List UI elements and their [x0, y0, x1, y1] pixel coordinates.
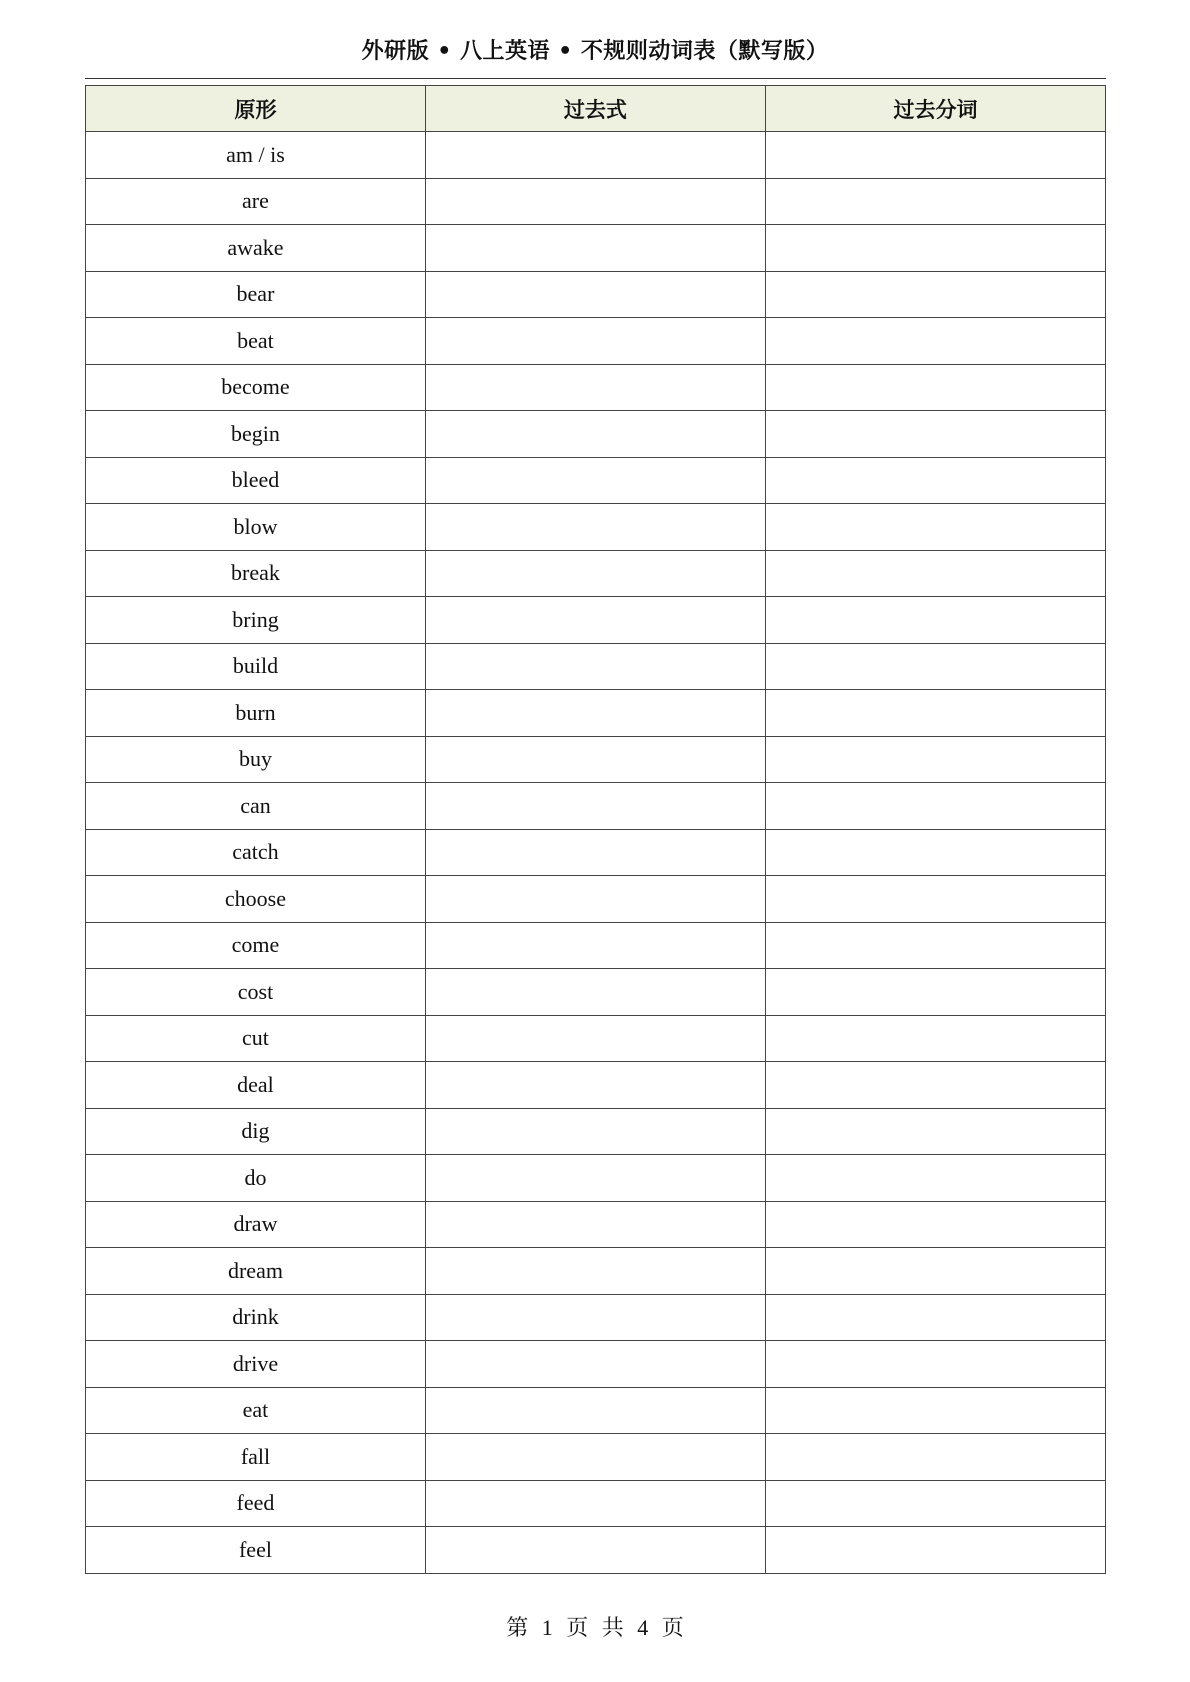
- past-participle-blank[interactable]: [765, 922, 1105, 969]
- past-participle-blank[interactable]: [765, 504, 1105, 551]
- past-participle-blank[interactable]: [765, 597, 1105, 644]
- header-base-form: 原形: [86, 86, 426, 132]
- past-participle-blank[interactable]: [765, 132, 1105, 179]
- past-participle-blank[interactable]: [765, 643, 1105, 690]
- table-row: [86, 829, 1106, 876]
- past-participle-blank[interactable]: [765, 271, 1105, 318]
- base-form-cell: fall: [86, 1434, 426, 1481]
- past-tense-blank[interactable]: [425, 225, 765, 272]
- base-form-cell: bring: [86, 597, 426, 644]
- table-row: [86, 225, 1106, 272]
- past-participle-blank[interactable]: [765, 1341, 1105, 1388]
- base-form-cell: become: [86, 364, 426, 411]
- past-participle-blank[interactable]: [765, 736, 1105, 783]
- base-form-cell: feel: [86, 1527, 426, 1574]
- base-form-cell: blow: [86, 504, 426, 551]
- base-form-cell: catch: [86, 829, 426, 876]
- base-form-cell: build: [86, 643, 426, 690]
- base-form-cell: burn: [86, 690, 426, 737]
- table-row: [86, 1434, 1106, 1481]
- past-tense-blank[interactable]: [425, 271, 765, 318]
- table-row: [86, 364, 1106, 411]
- past-participle-blank[interactable]: [765, 1201, 1105, 1248]
- past-tense-blank[interactable]: [425, 504, 765, 551]
- past-tense-blank[interactable]: [425, 736, 765, 783]
- past-tense-blank[interactable]: [425, 132, 765, 179]
- past-participle-blank[interactable]: [765, 1434, 1105, 1481]
- past-tense-blank[interactable]: [425, 1434, 765, 1481]
- past-tense-blank[interactable]: [425, 318, 765, 365]
- title-divider: [85, 78, 1106, 79]
- past-participle-blank[interactable]: [765, 457, 1105, 504]
- table-row: [86, 876, 1106, 923]
- base-form-cell: are: [86, 178, 426, 225]
- past-tense-blank[interactable]: [425, 1480, 765, 1527]
- base-form-cell: dream: [86, 1248, 426, 1295]
- past-participle-blank[interactable]: [765, 225, 1105, 272]
- past-participle-blank[interactable]: [765, 1387, 1105, 1434]
- past-tense-blank[interactable]: [425, 1015, 765, 1062]
- past-tense-blank[interactable]: [425, 457, 765, 504]
- table-row: [86, 1062, 1106, 1109]
- table-row: [86, 783, 1106, 830]
- base-form-cell: begin: [86, 411, 426, 458]
- base-form-cell: draw: [86, 1201, 426, 1248]
- past-tense-blank[interactable]: [425, 1387, 765, 1434]
- past-participle-blank[interactable]: [765, 1480, 1105, 1527]
- base-form-cell: drive: [86, 1341, 426, 1388]
- base-form-cell: dig: [86, 1108, 426, 1155]
- header-past-participle: 过去分词: [765, 86, 1105, 132]
- past-tense-blank[interactable]: [425, 1248, 765, 1295]
- past-participle-blank[interactable]: [765, 1248, 1105, 1295]
- header-past-tense: 过去式: [425, 86, 765, 132]
- table-row: [86, 597, 1106, 644]
- base-form-cell: eat: [86, 1387, 426, 1434]
- base-form-cell: break: [86, 550, 426, 597]
- past-tense-blank[interactable]: [425, 1062, 765, 1109]
- table-row: [86, 922, 1106, 969]
- past-tense-blank[interactable]: [425, 411, 765, 458]
- base-form-cell: buy: [86, 736, 426, 783]
- past-participle-blank[interactable]: [765, 1062, 1105, 1109]
- past-participle-blank[interactable]: [765, 1155, 1105, 1202]
- past-participle-blank[interactable]: [765, 969, 1105, 1016]
- past-tense-blank[interactable]: [425, 1341, 765, 1388]
- table-header-row: [86, 86, 1106, 132]
- table-row: [86, 318, 1106, 365]
- table-row: [86, 178, 1106, 225]
- base-form-cell: deal: [86, 1062, 426, 1109]
- table-row: [86, 969, 1106, 1016]
- table-row: [86, 1527, 1106, 1574]
- base-form-cell: cut: [86, 1015, 426, 1062]
- table-row: [86, 690, 1106, 737]
- past-tense-blank[interactable]: [425, 1527, 765, 1574]
- past-participle-blank[interactable]: [765, 318, 1105, 365]
- table-row: [86, 1015, 1106, 1062]
- past-tense-blank[interactable]: [425, 922, 765, 969]
- past-tense-blank[interactable]: [425, 1155, 765, 1202]
- table-row: [86, 643, 1106, 690]
- page-number: 第 1 页 共 4 页: [506, 1615, 684, 1640]
- base-form-cell: bear: [86, 271, 426, 318]
- table-row: [86, 1155, 1106, 1202]
- base-form-cell: do: [86, 1155, 426, 1202]
- past-tense-blank[interactable]: [425, 643, 765, 690]
- past-participle-blank[interactable]: [765, 1294, 1105, 1341]
- table-row: [86, 271, 1106, 318]
- base-form-cell: awake: [86, 225, 426, 272]
- past-participle-blank[interactable]: [765, 1108, 1105, 1155]
- base-form-cell: choose: [86, 876, 426, 923]
- past-tense-blank[interactable]: [425, 1294, 765, 1341]
- past-tense-blank[interactable]: [425, 1108, 765, 1155]
- table-row: [86, 1248, 1106, 1295]
- base-form-cell: bleed: [86, 457, 426, 504]
- past-tense-blank[interactable]: [425, 690, 765, 737]
- table-row: [86, 1201, 1106, 1248]
- past-tense-blank[interactable]: [425, 783, 765, 830]
- page-title: 外研版 • 八上英语 • 不规则动词表（默写版）: [361, 39, 829, 64]
- table-row: [86, 736, 1106, 783]
- table-row: [86, 1108, 1106, 1155]
- past-tense-blank[interactable]: [425, 178, 765, 225]
- table-row: [86, 1387, 1106, 1434]
- past-participle-blank[interactable]: [765, 1015, 1105, 1062]
- table-row: [86, 1294, 1106, 1341]
- past-tense-blank[interactable]: [425, 969, 765, 1016]
- past-participle-blank[interactable]: [765, 550, 1105, 597]
- base-form-cell: beat: [86, 318, 426, 365]
- table-row: [86, 411, 1106, 458]
- irregular-verb-table: [85, 85, 1106, 1574]
- base-form-cell: cost: [86, 969, 426, 1016]
- past-participle-blank[interactable]: [765, 876, 1105, 923]
- past-participle-blank[interactable]: [765, 364, 1105, 411]
- table-row: [86, 550, 1106, 597]
- table-row: [86, 457, 1106, 504]
- past-participle-blank[interactable]: [765, 411, 1105, 458]
- past-participle-blank[interactable]: [765, 783, 1105, 830]
- past-tense-blank[interactable]: [425, 364, 765, 411]
- past-participle-blank[interactable]: [765, 690, 1105, 737]
- table-row: [86, 132, 1106, 179]
- past-tense-blank[interactable]: [425, 550, 765, 597]
- past-tense-blank[interactable]: [425, 829, 765, 876]
- past-participle-blank[interactable]: [765, 178, 1105, 225]
- table-row: [86, 504, 1106, 551]
- base-form-cell: come: [86, 922, 426, 969]
- past-participle-blank[interactable]: [765, 1527, 1105, 1574]
- table-row: [86, 1480, 1106, 1527]
- base-form-cell: can: [86, 783, 426, 830]
- past-tense-blank[interactable]: [425, 1201, 765, 1248]
- base-form-cell: drink: [86, 1294, 426, 1341]
- base-form-cell: am / is: [86, 132, 426, 179]
- past-tense-blank[interactable]: [425, 597, 765, 644]
- past-tense-blank[interactable]: [425, 876, 765, 923]
- table-row: [86, 1341, 1106, 1388]
- base-form-cell: feed: [86, 1480, 426, 1527]
- past-participle-blank[interactable]: [765, 829, 1105, 876]
